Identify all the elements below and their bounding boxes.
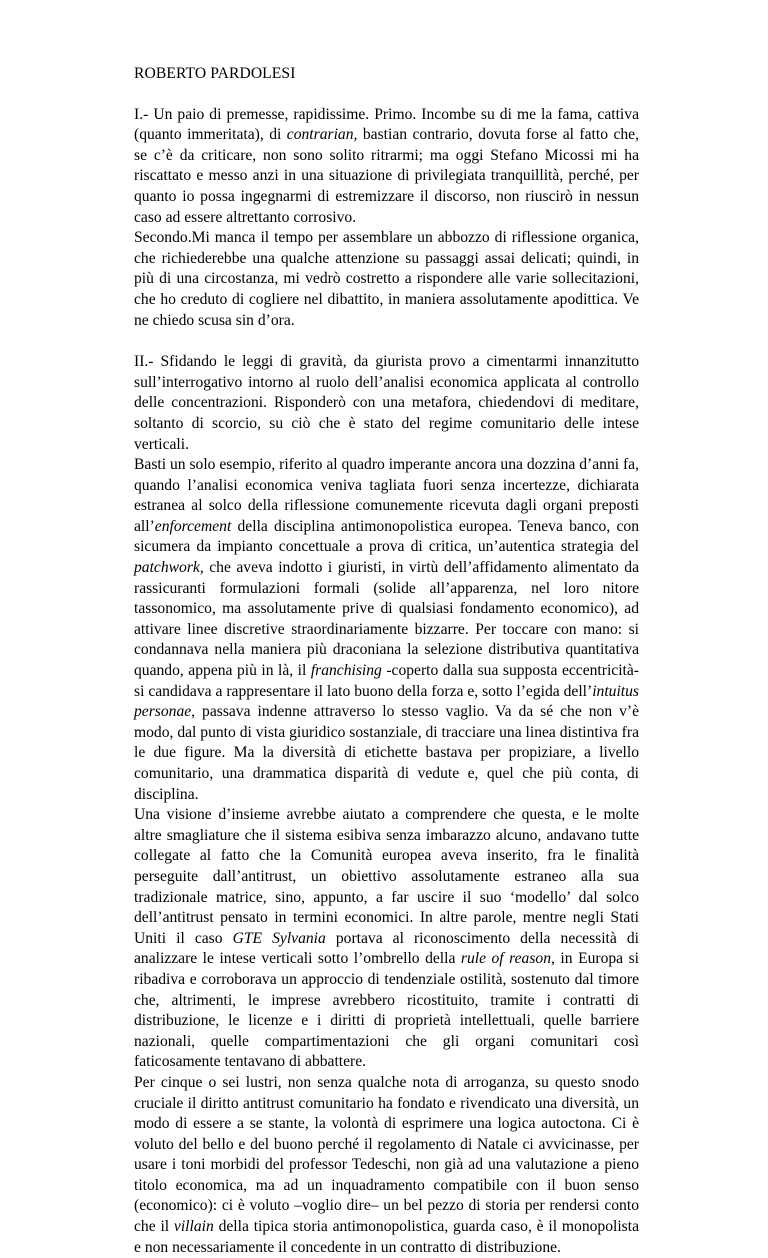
text-run: II.- Sfidando le leggi di gravità, da giurista provo a cimentarmi innanzitutto sull’interrogativo intorno al ruolo dell’analisi economica applicata al controllo delle concentrazioni. Risponderò con una metafora, chiedendovi di meditare, soltanto di scorcio, su ciò che è stato del regime comunitario delle intese verticali. bbox=[134, 353, 639, 453]
italic-term: contrarian, bbox=[286, 126, 358, 144]
text-run: I.- Un paio di premesse, rapidissime. Primo. Incombe su di me la fama, cattiva (quanto immeritata), di bbox=[134, 105, 639, 144]
paragraph bbox=[134, 352, 639, 455]
italic-term: franchising bbox=[310, 662, 382, 680]
text-run: Basti un solo esempio, riferito al quadro imperante ancora una dozzina d’anni fa, quando l’analisi economica veniva tagliata fuori senza incertezze, dichiarata estranea al solco della riflessione comunemente ricevuta dagli organi preposti all’ bbox=[134, 456, 639, 535]
italic-term: GTE Sylvania bbox=[232, 929, 326, 947]
text-run: Secondo.Mi manca il tempo per assemblare un abbozzo di riflessione organica, che richiederebbe una qualche attenzione su passaggi assai delicati; quindi, in più di una circostanza, mi vedrò costretto a rispondere alle varie sollecitazioni, che ho creduto di cogliere nel dibattito, in maniera assolutamente apodittica. Ve ne chiedo scusa sin d’ora. bbox=[134, 229, 639, 329]
section-1 bbox=[134, 105, 639, 332]
text-run: della disciplina antimonopolistica europea. Teneva banco, con sicumera da impianto concettuale a prova di critica, un’autentica strategia del bbox=[134, 517, 639, 556]
text-run: bastian contrario, dovuta forse al fatto che, se c’è da criticare, non sono solito ritrarmi; ma oggi Stefano Micossi mi ha riscattato e messo anzi in una situazione di privilegiata tranquillità, perché, per quanto io possa ingegnarmi di estremizzare il discorso, non riuscirò in nessun caso ad essere altrettanto corrosivo. bbox=[134, 126, 639, 226]
italic-term: intuitus personae bbox=[134, 682, 639, 721]
text-run: -coperto dalla sua supposta eccentricità- si candidava a rappresentare il lato buono della forza e, sotto l’egida dell’ bbox=[134, 662, 639, 700]
author-name: ROBERTO PARDOLESI bbox=[134, 65, 296, 82]
text-run: portava al riconoscimento della necessità di analizzare le intese verticali sotto l’ombrello della bbox=[134, 929, 639, 968]
paragraph bbox=[134, 455, 639, 805]
paragraph bbox=[134, 805, 639, 1073]
paragraph bbox=[134, 105, 639, 229]
paragraph bbox=[134, 228, 639, 331]
italic-term: rule of reason bbox=[460, 950, 552, 968]
text-column bbox=[134, 64, 639, 1258]
italic-term: villain bbox=[173, 1218, 214, 1236]
paragraph bbox=[134, 1073, 639, 1258]
section-2 bbox=[134, 352, 639, 1258]
text-run: che aveva indotto i giuristi, in virtù dell’affidamento alimentato da rassicuranti formulazioni formali (solide all’apparenza, nel loro nitore tassonomico, ma assolutamente prive di qualsiasi fondamento economico), ad attivare linee discretive straordinariamente bizzarre. Per toccare con mano: si condannava nella maniera più draconiana la selezione distributiva quantitativa quando, appena più in là, il bbox=[134, 559, 639, 680]
italic-term: enforcement bbox=[154, 517, 232, 535]
text-run: , in Europa si ribadiva e corroborava un approccio di tendenziale ostilità, sostenuto dal timore che, altrimenti, le imprese avrebbero ricostituito, tramite i contratti di distribuzione, le licenze e i diritti di proprietà intellettuali, quelle barriere nazionali, quelle compartimentazioni che gli organi comunitari così faticosamente tentavano di abbattere. bbox=[134, 950, 640, 1071]
text-run: , passava indenne attraverso lo stesso vaglio. Va da sé che non v’è modo, dal punto di vista giuridico sostanziale, di tracciare una linea distintiva fra le due figure. Ma la diversità di etichette bastava per propiziare, a livello comunitario, una drammatica disparità di vedute e, quel che più conta, di disciplina. bbox=[134, 703, 639, 803]
text-run: della tipica storia antimonopolistica, guarda caso, è il monopolista e non necessariamente il concedente in un contratto di distribuzione. bbox=[134, 1218, 639, 1256]
text-run: Una visione d’insieme avrebbe aiutato a comprendere che questa, e le molte altre smagliature che il sistema esibiva senza imbarazzo alcuno, andavano tutte collegate al fatto che la Comunità europea aveva inserito, fra le finalità perseguite dall’antitrust, un obiettivo assolutamente estraneo alla sua tradizionale matrice, sino, appunto, a far uscire il suo ‘modello’ dal solco dell’antitrust pensato in termini economici. In altre parole, mentre negli Stati Uniti il caso bbox=[134, 806, 639, 947]
italic-term: patchwork, bbox=[134, 559, 204, 577]
text-run: Per cinque o sei lustri, non senza qualche nota di arroganza, su questo snodo cruciale il diritto antitrust comunitario ha fondato e rivendicato una diversità, un modo di essere a se stante, la volontà di esprimere una logica autoctona. Ci è voluto del bello e del buono perché il regolamento di Natale ci avvicinasse, per usare i toni morbidi del professor Tedeschi, non già ad una valutazione a pieno titolo economica, ma ad un inquadramento compatibile con il buon senso (economico): ci è voluto –voglio dire– un bel pezzo di storia per rendersi conto che il bbox=[134, 1073, 639, 1236]
